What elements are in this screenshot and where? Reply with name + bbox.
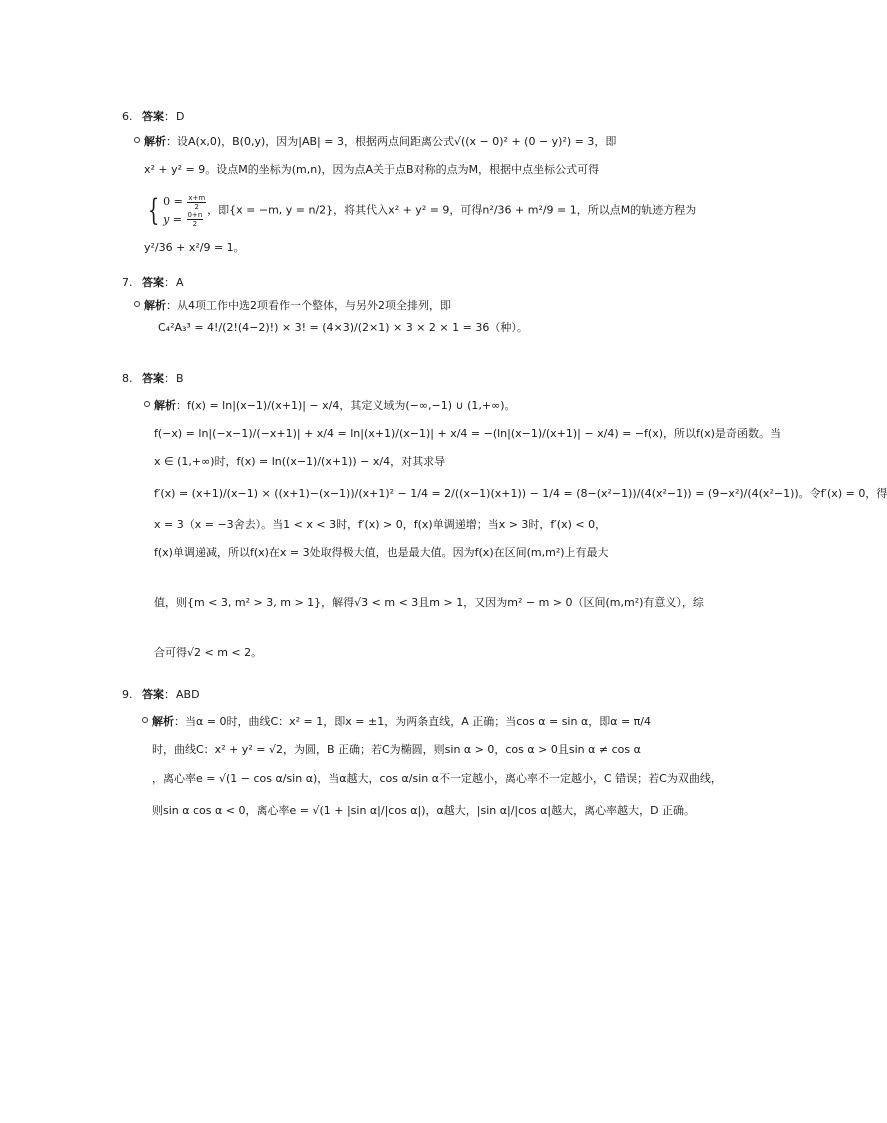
analysis-line: 解析：f(x) = ln|(x−1)/(x+1)| − x/4，其定义域为(−∞,−1) ∪ (1,+∞)。: [154, 399, 516, 412]
bullet-icon: [144, 401, 150, 407]
analysis-line: x = 3（x = −3舍去）。当1 < x < 3时，f′(x) > 0，f(x)单调递增；当x > 3时，f′(x) < 0，: [154, 518, 607, 531]
analysis-line: 解析：设A(x,0)，B(0,y)，因为|AB| = 3，根据两点间距离公式√((x − 0)² + (0 − y)²) = 3，即: [144, 135, 617, 148]
analysis-line: C₄²A₃³ = 4!/(2!(4−2)!) × 3! = (4×3)/(2×1) × 3 × 2 × 1 = 36（种）。: [158, 321, 528, 334]
analysis-line: x ∈ (1,+∞)时，f(x) = ln((x−1)/(x+1)) − x/4，对其求导: [154, 455, 446, 468]
bullet-icon: [142, 717, 148, 723]
analysis-text: ：设A(x,0)，B(0,y)，因为|AB| = 3，根据两点间距离公式√((x − 0)² + (0 − y)²) = 3，即: [166, 135, 617, 148]
analysis-line: { 0 = $\frac{x+m}{2}$ y = $\frac{0+n}{2}$ ，即{x = −m, y = n/2}，将其代入x² + y² = 9，可得n²/36 + m²/9 = 1，所以点M的轨迹方程为: [147, 192, 697, 228]
answer-value: ABD: [176, 688, 200, 701]
answer-value: B: [176, 372, 184, 385]
question-8: 8. 答案 ： B: [122, 372, 184, 385]
analysis-line: f(x)单调递减，所以f(x)在x = 3处取得极大值，也是最大值。因为f(x)在区间(m,m²)上有最大: [154, 546, 609, 559]
analysis-line: x² + y² = 9。设点M的坐标为(m,n)，因为点A关于点B对称的点为M，根据中点坐标公式可得: [144, 163, 600, 176]
analysis-line: 则sin α cos α < 0，离心率e = √(1 + |sin α|/|cos α|)，α越大，|sin α|/|cos α|越大，离心率越大，D 正确。: [152, 804, 696, 817]
answer-label: 答案: [142, 110, 164, 123]
analysis-line: f′(x) = (x+1)/(x−1) × ((x+1)−(x−1))/(x+1)² − 1/4 = 2/((x−1)(x+1)) − 1/4 = (8−(x²−1))/(4(x²−1)) = (9−x²)/(4(x²−1))。令f′(x) = 0，得: [154, 487, 887, 500]
analysis-line: y²/36 + x²/9 = 1。: [144, 241, 245, 254]
analysis-line: 解析：从4项工作中选2项看作一个整体，与另外2项全排列，即: [144, 299, 451, 312]
analysis-line: 时，曲线C：x² + y² = √2，为圆，B 正确；若C为椭圆，则sin α > 0，cos α > 0且sin α ≠ cos α: [152, 743, 641, 756]
answer-value: D: [176, 110, 185, 123]
question-9: 9. 答案 ： ABD: [122, 688, 200, 701]
bullet-icon: [134, 137, 140, 143]
bullet-icon: [134, 301, 140, 307]
analysis-line: f(−x) = ln|(−x−1)/(−x+1)| + x/4 = ln|(x+1)/(x−1)| + x/4 = −(ln|(x−1)/(x+1)| − x/4) = −f(x)，所以f(x)是奇函数。当: [154, 427, 781, 440]
question-number: 6.: [122, 110, 133, 123]
analysis-line: 值，则{m < 3, m² > 3, m > 1}，解得√3 < m < 3且m > 1，又因为m² − m > 0（区间(m,m²)有意义），综: [154, 596, 704, 609]
answer-value: A: [176, 276, 184, 289]
analysis-line: ，离心率e = √(1 − cos α/sin α)，当α越大，cos α/sin α不一定越小，离心率不一定越小，C 错误；若C为双曲线，: [152, 772, 722, 785]
question-7: 7. 答案 ： A: [122, 276, 184, 289]
analysis-line: 解析：当α = 0时，曲线C：x² = 1，即x = ±1，为两条直线，A 正确；当cos α = sin α，即α = π/4: [152, 715, 651, 728]
question-6: 6. 答案 ： D: [122, 110, 185, 123]
analysis-line: 合可得√2 < m < 2。: [154, 646, 263, 659]
